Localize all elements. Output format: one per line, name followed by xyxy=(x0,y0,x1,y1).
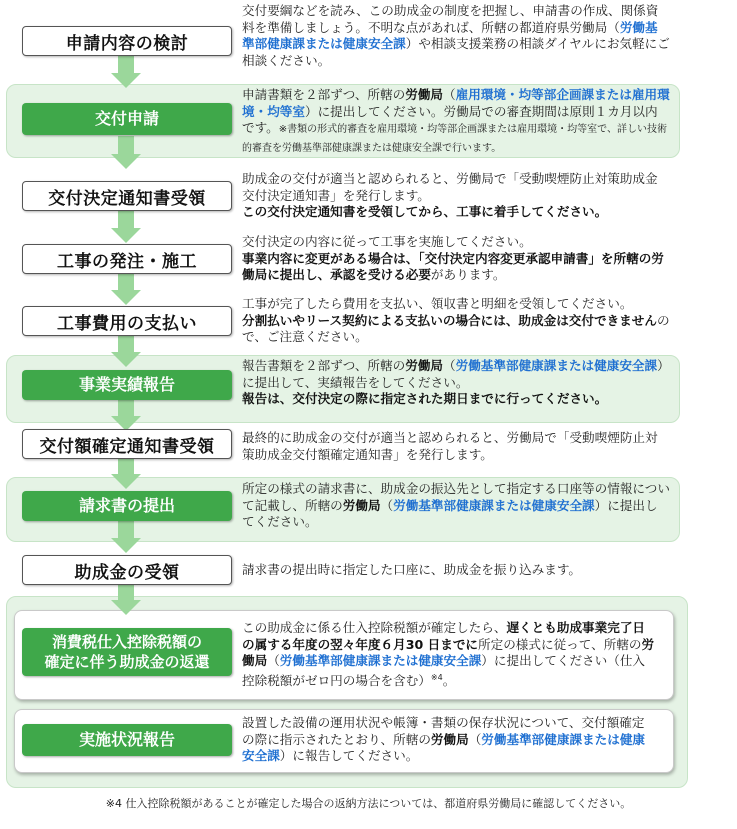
step-shohizei-henkan-desc: この助成金に係る仕入控除税額が確定したら、遅くとも助成事業完了日の属する年度の翌々年度６月30 日までに所定の様式に従って、所轄の労働局（労働基準部健康課または健康安全課）に提出してください（仕入控除税額がゼロ円の場合を含む）$^{※4}$。 xyxy=(242,620,655,688)
step-kofu-kettei-juryo-desc: 助成金の交付が適当と認められると、労働局で「受動喫煙防止対策助成金交付決定通知書」を発行します。 この交付決定通知書を受領してから、工事に着手してください。 xyxy=(242,171,658,219)
down-arrow-icon xyxy=(111,456,141,492)
step-shohizei-henkan: 消費税仕入控除税額の 確定に伴う助成金の返還 xyxy=(22,628,232,676)
step-kofu-gaku-kakutei-desc: 最終的に助成金の交付が適当と認められると、労働局で「受動喫煙防止対策助成金交付額確定通知書」を発行します。 xyxy=(242,430,658,462)
down-arrow-icon xyxy=(111,582,141,618)
step-jisseki-hokoku: 事業実績報告 xyxy=(22,370,232,400)
down-arrow-icon xyxy=(111,520,141,556)
step-seikyusho-teishutsu-desc: 所定の様式の請求書に、助成金の振込先として指定する口座等の情報について記載し、所轄の労働局（労働基準部健康課または健康安全課）に提出してください。 xyxy=(242,481,670,529)
step-joseikin-juryo: 助成金の受領 xyxy=(22,555,232,585)
step-shinsei-kento: 申請内容の検討 xyxy=(22,26,232,56)
step-shinsei-kento-desc: 交付要綱などを読み、この助成金の制度を把握し、申請書の作成、関係資料を準備しましょう。不明な点があれば、所轄の都道府県労働局（労働基準部健康課または健康安全課）や相談支援業務の相談ダイヤルにお気軽にご相談ください。 xyxy=(242,3,670,68)
step-koji-hatchu: 工事の発注・施工 xyxy=(22,244,232,274)
step-jisshi-jokyo-hokoku: 実施状況報告 xyxy=(22,724,232,756)
down-arrow-icon xyxy=(111,55,141,91)
down-arrow-icon xyxy=(111,272,141,308)
down-arrow-icon xyxy=(111,136,141,172)
step-kofu-gaku-kakutei: 交付額確定通知書受領 xyxy=(22,429,232,459)
step-seikyusho-teishutsu: 請求書の提出 xyxy=(22,491,232,521)
step-kofu-kettei-juryo: 交付決定通知書受領 xyxy=(22,181,232,211)
step-koji-shiharai: 工事費用の支払い xyxy=(22,306,232,336)
step-jisseki-hokoku-desc: 報告書類を２部ずつ、所轄の労働局（労働基準部健康課または健康安全課）に提出して、実績報告をしてください。 報告は、交付決定の際に指定された期日までに行ってください。 xyxy=(242,358,670,406)
step-jisshi-jokyo-hokoku-desc: 設置した設備の運用状況や帳簿・書類の保存状況について、交付額確定の際に指示されたとおり、所轄の労働局（労働基準部健康課または健康安全課）に報告してください。 xyxy=(242,715,645,763)
down-arrow-icon xyxy=(111,334,141,370)
footnote: ※4 仕入控除税額があることが確定した場合の返納方法については、都道府県労働局に確認してください。 xyxy=(105,797,632,810)
down-arrow-icon xyxy=(111,210,141,246)
step-koji-hatchu-desc: 交付決定の内容に従って工事を実施してください。 事業内容に変更がある場合は、「交付決定内容変更承認申請書」を所轄の労働局に提出し、承認を受ける必要があります。 xyxy=(242,234,664,282)
step-kofu-shinsei-desc: 申請書類を２部ずつ、所轄の労働局（雇用環境・均等部企画課または雇用環境・均等室）に提出してください。労働局での審査期間は原則１カ月以内です。※書類の形式的審査を雇用環境・均等部企画課または雇用環境・均等室で、詳しい技術的審査を労働基準部健康課または健康安全課で行います。 xyxy=(242,87,670,154)
step-kofu-shinsei: 交付申請 xyxy=(22,103,232,135)
step-joseikin-juryo-desc: 請求書の提出時に指定した口座に、助成金を振り込みます。 xyxy=(242,562,582,577)
step-koji-shiharai-desc: 工事が完了したら費用を支払い、領収書と明細を受領してください。 分割払いやリース契約による支払いの場合には、助成金は交付できませんので、ご注意ください。 xyxy=(242,296,670,344)
